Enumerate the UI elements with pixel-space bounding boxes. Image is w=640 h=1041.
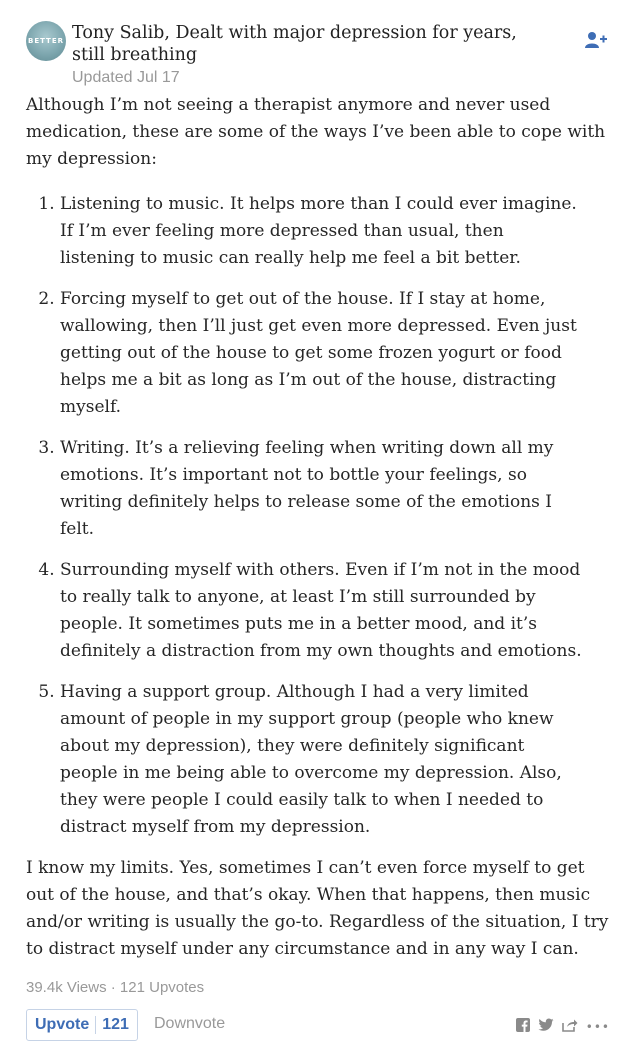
share-icons — [516, 1017, 610, 1036]
action-bar — [26, 1009, 614, 1041]
avatar-text: BETTER — [28, 37, 64, 45]
list-item: 4. Surrounding myself with others. Even if I’m not in the mood to really talk to anyone, at least I’m still surrounded by people. It sometimes puts me in a better mood, and it’s definitely a distraction from my own thoughts and emotions. — [60, 557, 582, 665]
upvote-label: Upvote — [35, 1016, 90, 1033]
list-item: 2. Forcing myself to get out of the house. If I stay at home, wallowing, then I’ll just get even more depressed. Even just getting out of the house to get some frozen yogurt or food helps me a bit as long as I’m out of the house, distracting myself. — [60, 286, 582, 421]
answer-body — [26, 92, 614, 963]
answer-closing: I know my limits. Yes, sometimes I can’t even force myself to get out of the house, and that’s okay. When that happens, then music and/or writing is usually the go-to. Regardless of the situation, I try to distract myself under any circumstance and in any way I can. — [26, 858, 609, 959]
list-item: 1. Listening to music. It helps more than I could ever imagine. If I’m ever feeling more depressed than usual, then listening to music can really help me feel a bit better. — [60, 191, 582, 272]
downvote-button[interactable]: Downvote — [154, 1015, 226, 1032]
follow-user-icon[interactable] — [584, 30, 608, 50]
avatar[interactable] — [26, 21, 66, 61]
answer-intro: Although I’m not seeing a therapist anymore and never used medication, these are some of the ways I’ve been able to cope with my depression: — [26, 95, 606, 169]
upvote-count: 121 — [102, 1016, 129, 1033]
facebook-icon[interactable] — [516, 1017, 530, 1036]
coping-list — [26, 191, 614, 841]
upvote-button[interactable] — [26, 1009, 138, 1041]
answer-header — [26, 0, 614, 88]
author-line — [72, 22, 552, 66]
share-icon[interactable] — [562, 1017, 578, 1036]
view-stats[interactable]: 39.4k Views · 121 Upvotes — [26, 979, 205, 996]
author-credential: , Dealt with major depression for years, still breathing — [72, 23, 517, 65]
author-name-link[interactable]: Tony Salib — [72, 23, 165, 43]
twitter-icon[interactable] — [538, 1017, 554, 1036]
author-block — [72, 22, 552, 88]
more-icon[interactable]: ••• — [585, 1019, 610, 1034]
updated-date[interactable]: Updated Jul 17 — [72, 69, 180, 86]
list-item: 5. Having a support group. Although I had a very limited amount of people in my support group (people who knew about my depression), they were definitely significant people in me being able to overcome my depression. Also, they were people I could easily talk to when I needed to distract myself from my depression. — [60, 679, 582, 841]
list-item: 3. Writing. It’s a relieving feeling when writing down all my emotions. It’s important not to bottle your feelings, so writing definitely helps to release some of the emotions I felt. — [60, 435, 582, 543]
